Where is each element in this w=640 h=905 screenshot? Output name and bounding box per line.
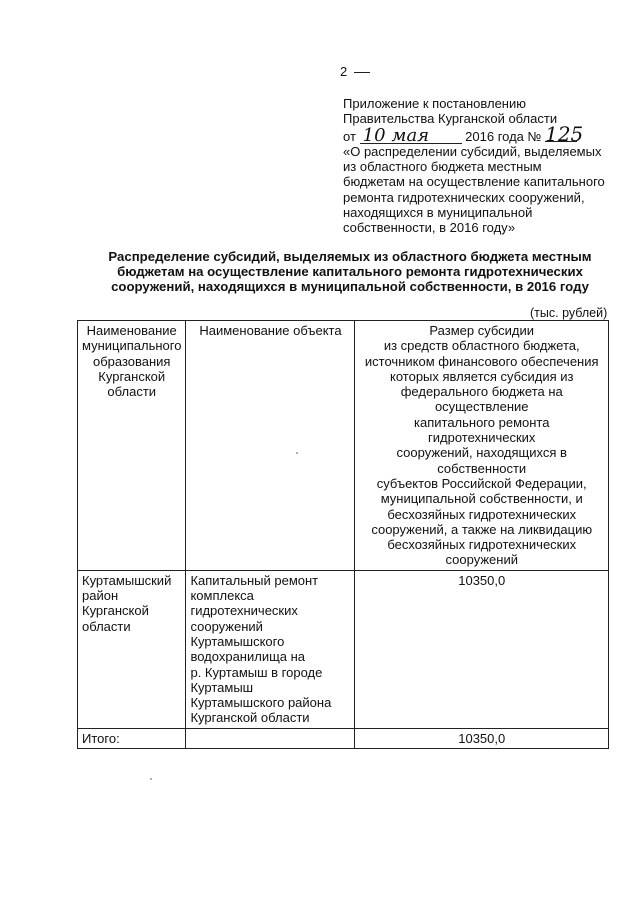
header-text: сооружений [445,552,518,568]
appendix-subject-line: «О распределении субсидий, выделяемых [343,143,602,159]
header-text: федерального бюджета на осуществление [400,384,563,415]
table-total-row [78,728,609,748]
year-text: 2016 года № [465,128,542,144]
cell-text: водохранилища на [190,649,306,665]
scan-speck [150,778,152,780]
total-label: Итого: [78,728,186,748]
header-text: субъектов Российской Федерации, [376,475,587,491]
appendix-line-2: Правительства Курганской области [343,111,558,127]
page-number-dash [354,72,370,73]
cell-text: комплекса [190,588,254,604]
header-text: капитального ремонта гидротехнических [414,414,550,446]
cell-text: район [82,588,119,604]
header-text: Курганской [98,368,166,384]
header-text: бесхозяйных гидротехнических [387,537,577,553]
cell-text: Курганской [82,603,149,619]
cell-text: сооружений [190,618,263,634]
header-text: муниципального [82,338,182,354]
cell-object [186,570,355,728]
header-text: источником финансового обеспечения [364,353,599,369]
subsidy-table [77,320,609,749]
page-number: 2 [340,64,348,79]
document-title [60,249,640,295]
cell-text: р. Куртамыш в городе [190,664,323,680]
appendix-subject-line: из областного бюджета местным [343,159,542,175]
title-line: сооружений, находящихся в муниципальной собственности, в 2016 году [111,279,589,295]
appendix-line-1: Приложение к постановлению [343,96,526,111]
header-text: муниципальной собственности, и [380,491,583,507]
header-text: сооружений, а также на ликвидацию [371,521,593,537]
cell-text: Курганской области [190,710,310,726]
cell-text: области [82,618,131,634]
table-header-row [78,321,609,571]
header-text: бесхозяйных гидротехнических [387,506,577,522]
appendix-subject-line: ремонта гидротехнических сооружений, [343,189,585,205]
handwritten-date-month: мая [386,129,462,144]
appendix-subject-line: находящихся в муниципальной [343,205,533,221]
cell-text: Капитальный ремонт [190,572,319,588]
total-amount: 10350,0 [355,728,609,748]
header-subsidy-size [355,321,609,571]
header-object [186,321,355,571]
title-line: бюджетам на осуществление капитального ремонта гидротехнических [117,264,583,280]
scan-speck [296,452,298,454]
header-text: Размер субсидии [429,323,535,338]
header-text: Наименование [86,323,177,338]
appendix-block [343,96,613,236]
appendix-subject-line: бюджетам на осуществление капитального [343,174,605,190]
cell-text: Куртамышского района [190,695,332,711]
header-text: Наименование объекта [199,323,342,338]
title-line: Распределение субсидий, выделяемых из областного бюджета местным [108,249,592,264]
handwritten-date-day: 10 [360,129,386,144]
header-text: образования [92,353,171,369]
header-text: области [107,384,157,400]
cell-text: Куртамыш [190,679,254,695]
cell-amount: 10350,0 [355,570,609,728]
cell-text: Куртамышского [190,633,285,649]
unit-label: (тыс. рублей) [530,306,608,320]
header-text: которых является субсидия из [390,368,574,384]
cell-text: Куртамышский [82,572,172,588]
handwritten-doc-number: 125 [545,121,584,146]
total-empty-cell [186,728,355,748]
header-municipality [78,321,186,571]
header-text: из средств областного бюджета, [383,338,580,354]
cell-municipality [78,570,186,728]
from-label: от [343,128,356,144]
appendix-subject-line: собственности, в 2016 году» [343,220,516,236]
header-text: сооружений, находящихся в собственности [396,445,567,476]
cell-text: гидротехнических [190,603,298,619]
appendix-date-line [343,121,613,146]
table-row [78,570,609,728]
